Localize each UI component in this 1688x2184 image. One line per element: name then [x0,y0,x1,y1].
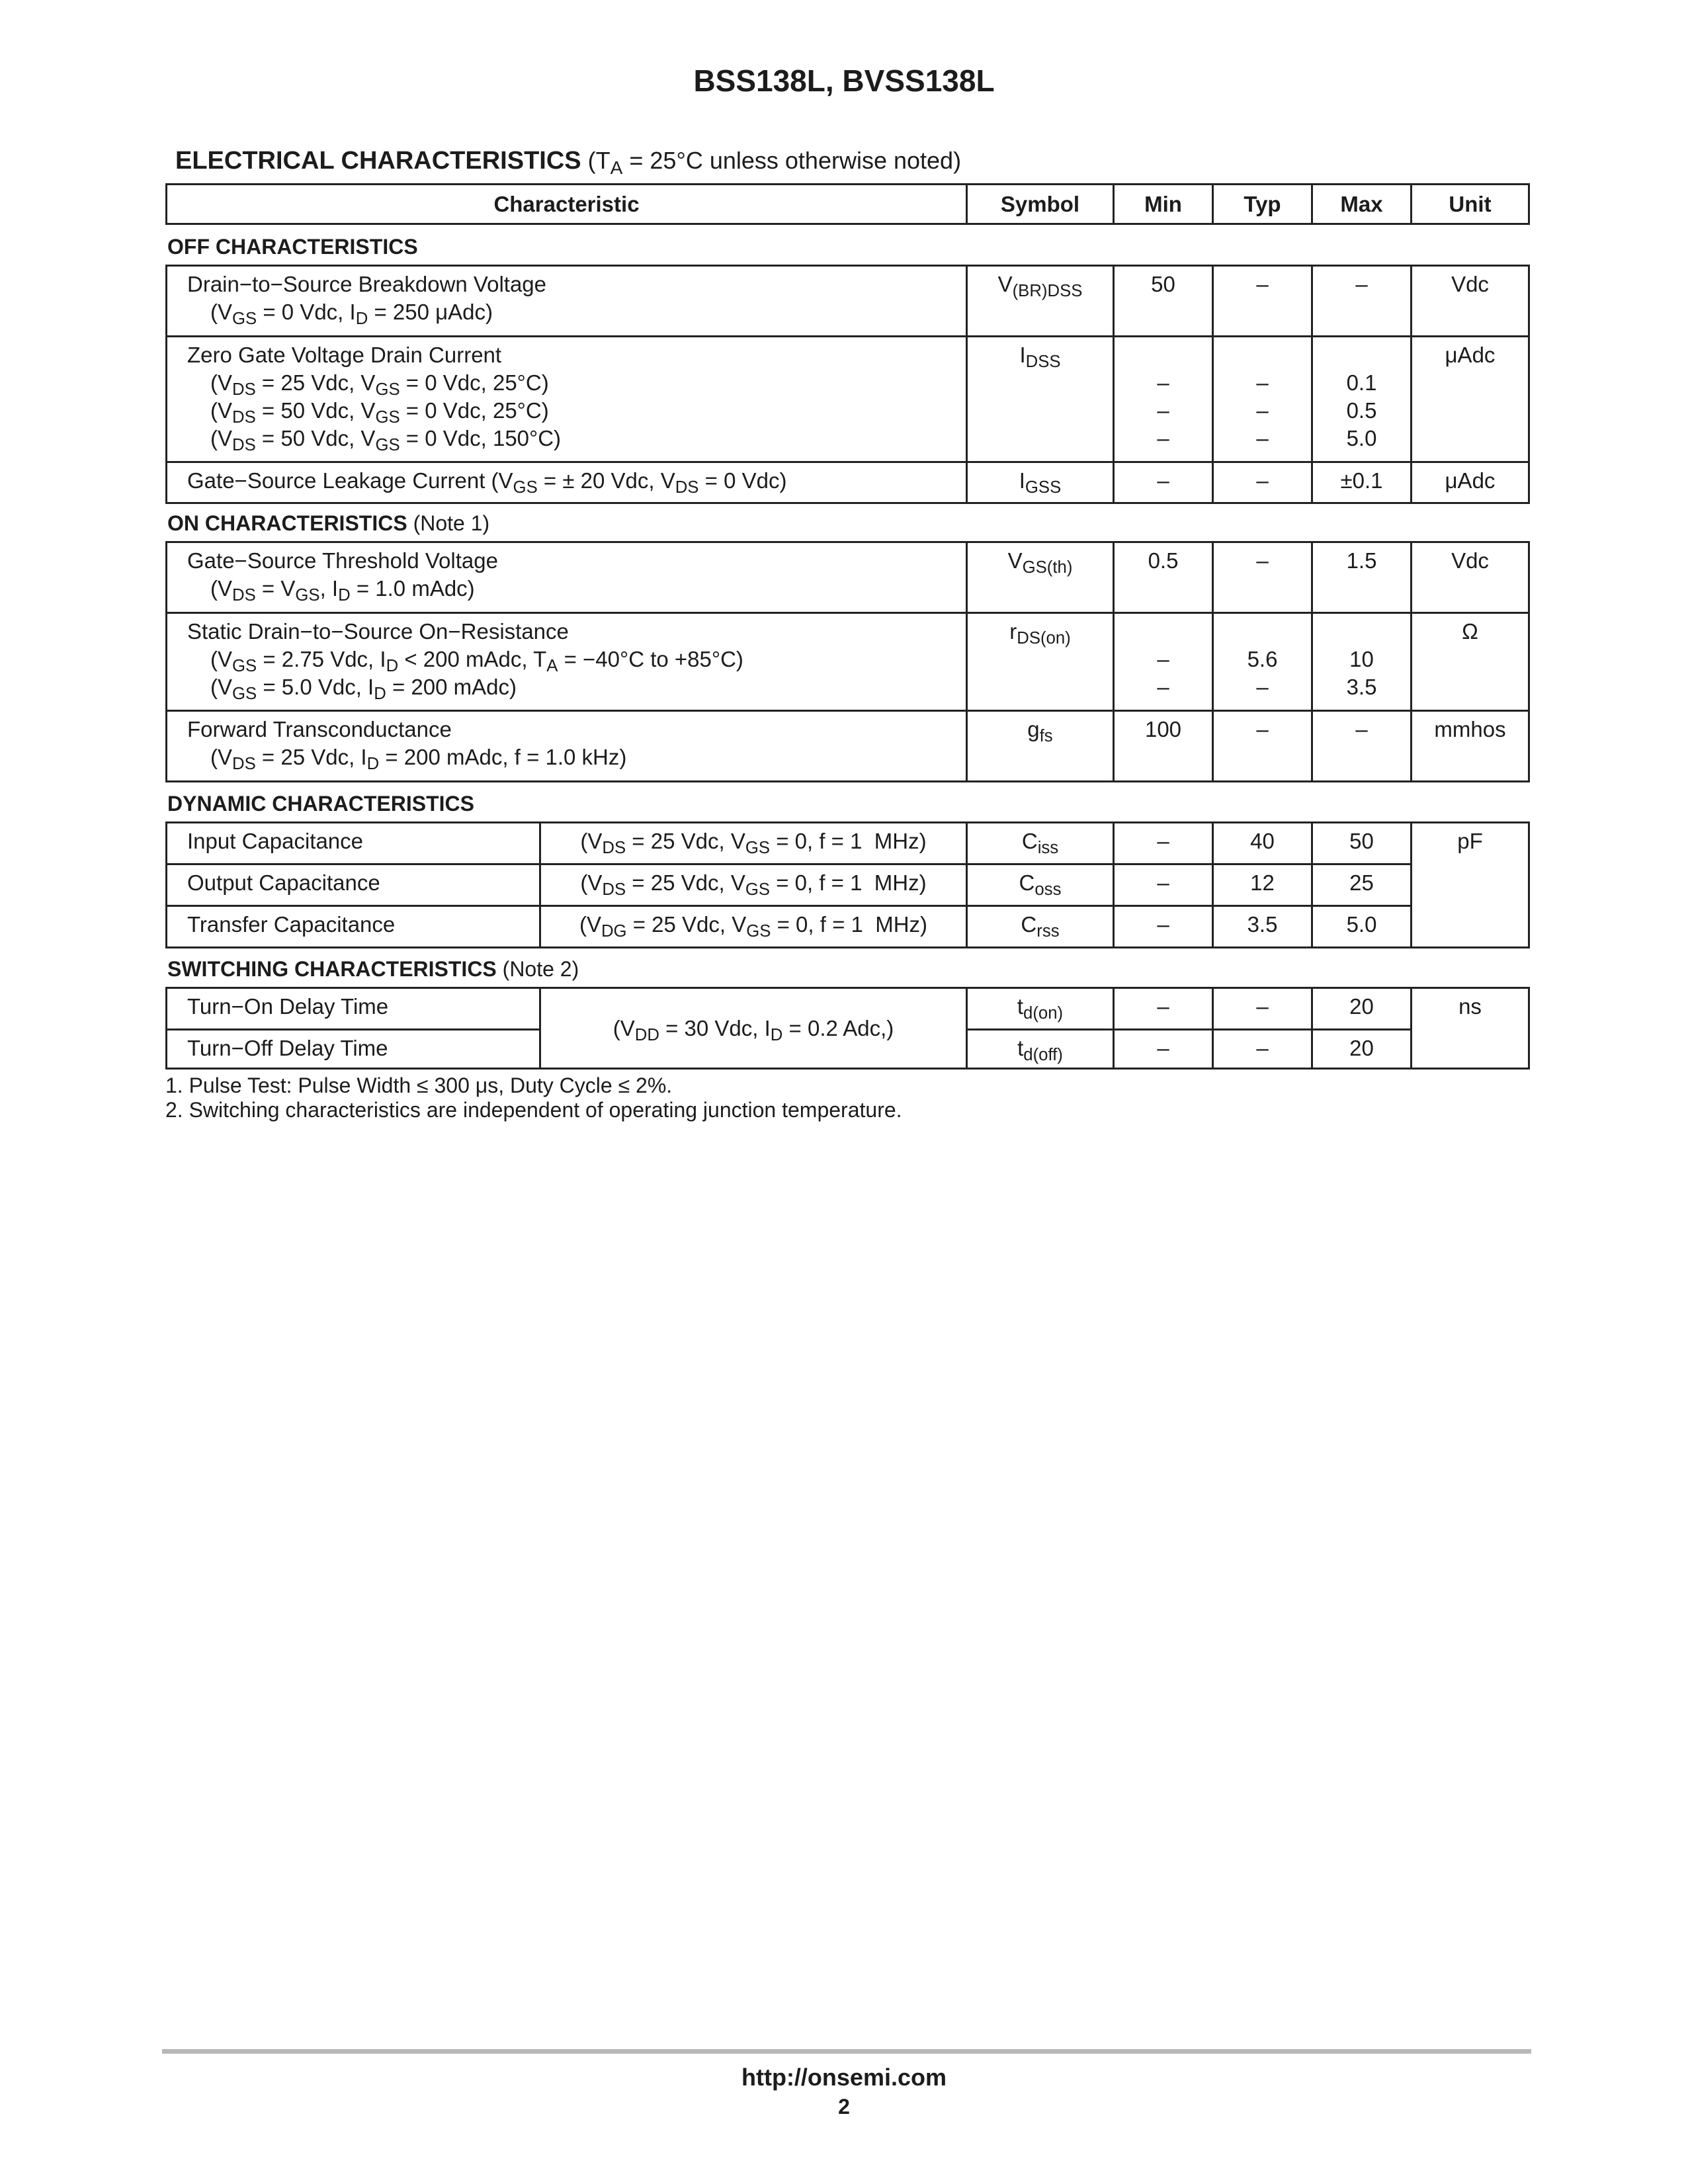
characteristic-cell: Forward Transconductance ($V_{DS} = 25$ Vdc, $I_D = 200$ mAdc, f = 1.0 kHz) [167,711,967,782]
max-cell: 10 3.5 [1312,613,1412,711]
typ-cell: – – – [1213,337,1312,462]
min-cell: 50 [1114,266,1213,337]
col-min: Min [1114,185,1213,224]
dynamic-table [165,821,1530,948]
unit-cell: Vdc [1412,266,1529,337]
condition-cell: ($V_{DS} = 25$ Vdc, $V_{GS} = 0$, f = 1 MHz) [540,864,967,906]
min-cell: – [1114,988,1213,1030]
max-cell: 0.1 0.5 5.0 [1312,337,1412,462]
symbol-cell: $C_{rss}$ [967,906,1114,948]
section-on-heading: ON CHARACTERISTICS (Note 1) [167,511,490,535]
typ-cell: 40 [1213,823,1312,864]
section-dynamic-heading: DYNAMIC CHARACTERISTICS [167,792,474,816]
max-cell: 50 [1312,823,1412,864]
switching-table [165,987,1530,1070]
footer-url[interactable]: http://onsemi.com [741,2064,947,2091]
typ-cell: 12 [1213,864,1312,906]
symbol-cell: $C_{oss}$ [967,864,1114,906]
max-cell: ±0.1 [1312,462,1412,503]
max-cell: – [1312,266,1412,337]
table-title-bold: ELECTRICAL CHARACTERISTICS [175,147,581,175]
table-row [167,613,1529,711]
unit-cell: mmhos [1412,711,1529,782]
unit-cell: μAdc [1412,337,1529,462]
characteristic-cell: Zero Gate Voltage Drain Current ($V_{DS} = 25$ Vdc, $V_{GS} = 0$ Vdc, 25°C) ($V_{DS} = 50$ Vdc, $V_{GS} = 0$ Vdc, 25°C) ($V_{DS} = 50$ Vdc, $V_{GS} = 0$ Vdc, 150°C) [167,337,967,462]
typ-cell: – [1213,542,1312,613]
page-number: 2 [838,2095,850,2119]
footer-divider [162,2049,1531,2054]
condition-cell: ($V_{DD} = 30$ Vdc, $I_D = 0.2$ Adc,) [540,988,967,1069]
characteristic-cell: Input Capacitance [167,823,540,864]
symbol-cell: $C_{iss}$ [967,823,1114,864]
min-cell: – [1114,462,1213,503]
symbol-cell: $I_{DSS}$ [967,337,1114,462]
min-cell: – [1114,906,1213,948]
unit-cell: pF [1412,823,1529,948]
min-cell: 0.5 [1114,542,1213,613]
symbol-cell: $V_{GS(th)}$ [967,542,1114,613]
section-switching-heading: SWITCHING CHARACTERISTICS (Note 2) [167,957,579,981]
col-unit: Unit [1412,185,1529,224]
table-row [167,542,1529,613]
typ-cell: – [1213,988,1312,1030]
symbol-cell: $g_{fs}$ [967,711,1114,782]
min-cell: – [1114,823,1213,864]
typ-cell: 5.6 – [1213,613,1312,711]
characteristic-cell: Output Capacitance [167,864,540,906]
symbol-cell: $I_{GSS}$ [967,462,1114,503]
table-row [167,337,1529,462]
max-cell: 25 [1312,864,1412,906]
min-cell: – – – [1114,337,1213,462]
unit-cell: Ω [1412,613,1529,711]
unit-cell: μAdc [1412,462,1529,503]
characteristic-cell: Gate−Source Threshold Voltage ($V_{DS} = V_{GS}$, $I_D = 1.0$ mAdc) [167,542,967,613]
column-header-row [167,185,1529,224]
typ-cell: 3.5 [1213,906,1312,948]
table-row [167,266,1529,337]
unit-cell: ns [1412,988,1529,1069]
min-cell: 100 [1114,711,1213,782]
typ-cell: – [1213,462,1312,503]
footnote-2: 2. Switching characteristics are independent of operating junction temperature. [165,1098,902,1122]
table-row [167,864,1529,906]
characteristic-cell: Gate−Source Leakage Current ($V_{GS}$ = ± 20 Vdc, $V_{DS} = 0$ Vdc) [167,462,967,503]
table-title: ELECTRICAL CHARACTERISTICS ($T_A = 25^\circ C$ unless otherwise noted) [175,147,962,178]
symbol-cell: $t_{d(on)}$ [967,988,1114,1030]
typ-cell: – [1213,711,1312,782]
symbol-cell: $V_{(BR)DSS}$ [967,266,1114,337]
characteristic-cell: Turn−On Delay Time [167,988,540,1030]
footnote-1: 1. Pulse Test: Pulse Width ≤ 300 μs, Duty Cycle ≤ 2%. [165,1073,673,1097]
max-cell: 1.5 [1312,542,1412,613]
table-row [167,711,1529,782]
condition-cell: ($V_{DG} = 25$ Vdc, $V_{GS} = 0$, f = 1 MHz) [540,906,967,948]
table-row [167,823,1529,864]
off-characteristics-table [165,183,1530,225]
min-cell: – [1114,864,1213,906]
characteristic-cell: Static Drain−to−Source On−Resistance ($V_{GS} = 2.75$ Vdc, $I_D < 200$ mAdc, $T_A = -40^\circ C$ to +85°C) ($V_{GS} = 5.0$ Vdc, $I_D = 200$ mAdc) [167,613,967,711]
max-cell: – [1312,711,1412,782]
characteristic-cell: Turn−Off Delay Time [167,1030,540,1069]
max-cell: 5.0 [1312,906,1412,948]
section-off-heading: OFF CHARACTERISTICS [167,235,418,259]
table-row [167,988,1529,1030]
typ-cell: – [1213,266,1312,337]
table-row [167,462,1529,503]
symbol-cell: $t_{d(off)}$ [967,1030,1114,1069]
col-max: Max [1312,185,1412,224]
characteristic-cell: Drain−to−Source Breakdown Voltage ($V_{GS} = 0$ Vdc, $I_D = 250$ μAdc) [167,266,967,337]
on-table [165,541,1530,782]
symbol-cell: $r_{DS(on)}$ [967,613,1114,711]
characteristic-cell: Transfer Capacitance [167,906,540,948]
typ-cell: – [1213,1030,1312,1069]
unit-cell: Vdc [1412,542,1529,613]
col-typ: Typ [1213,185,1312,224]
max-cell: 20 [1312,1030,1412,1069]
min-cell: – – [1114,613,1213,711]
table-row [167,906,1529,948]
col-characteristic: Characteristic [167,185,967,224]
col-symbol: Symbol [967,185,1114,224]
condition-cell: ($V_{DS} = 25$ Vdc, $V_{GS} = 0$, f = 1 MHz) [540,823,967,864]
off-table [165,265,1530,504]
page-title: BSS138L, BVSS138L [693,63,995,98]
min-cell: – [1114,1030,1213,1069]
max-cell: 20 [1312,988,1412,1030]
